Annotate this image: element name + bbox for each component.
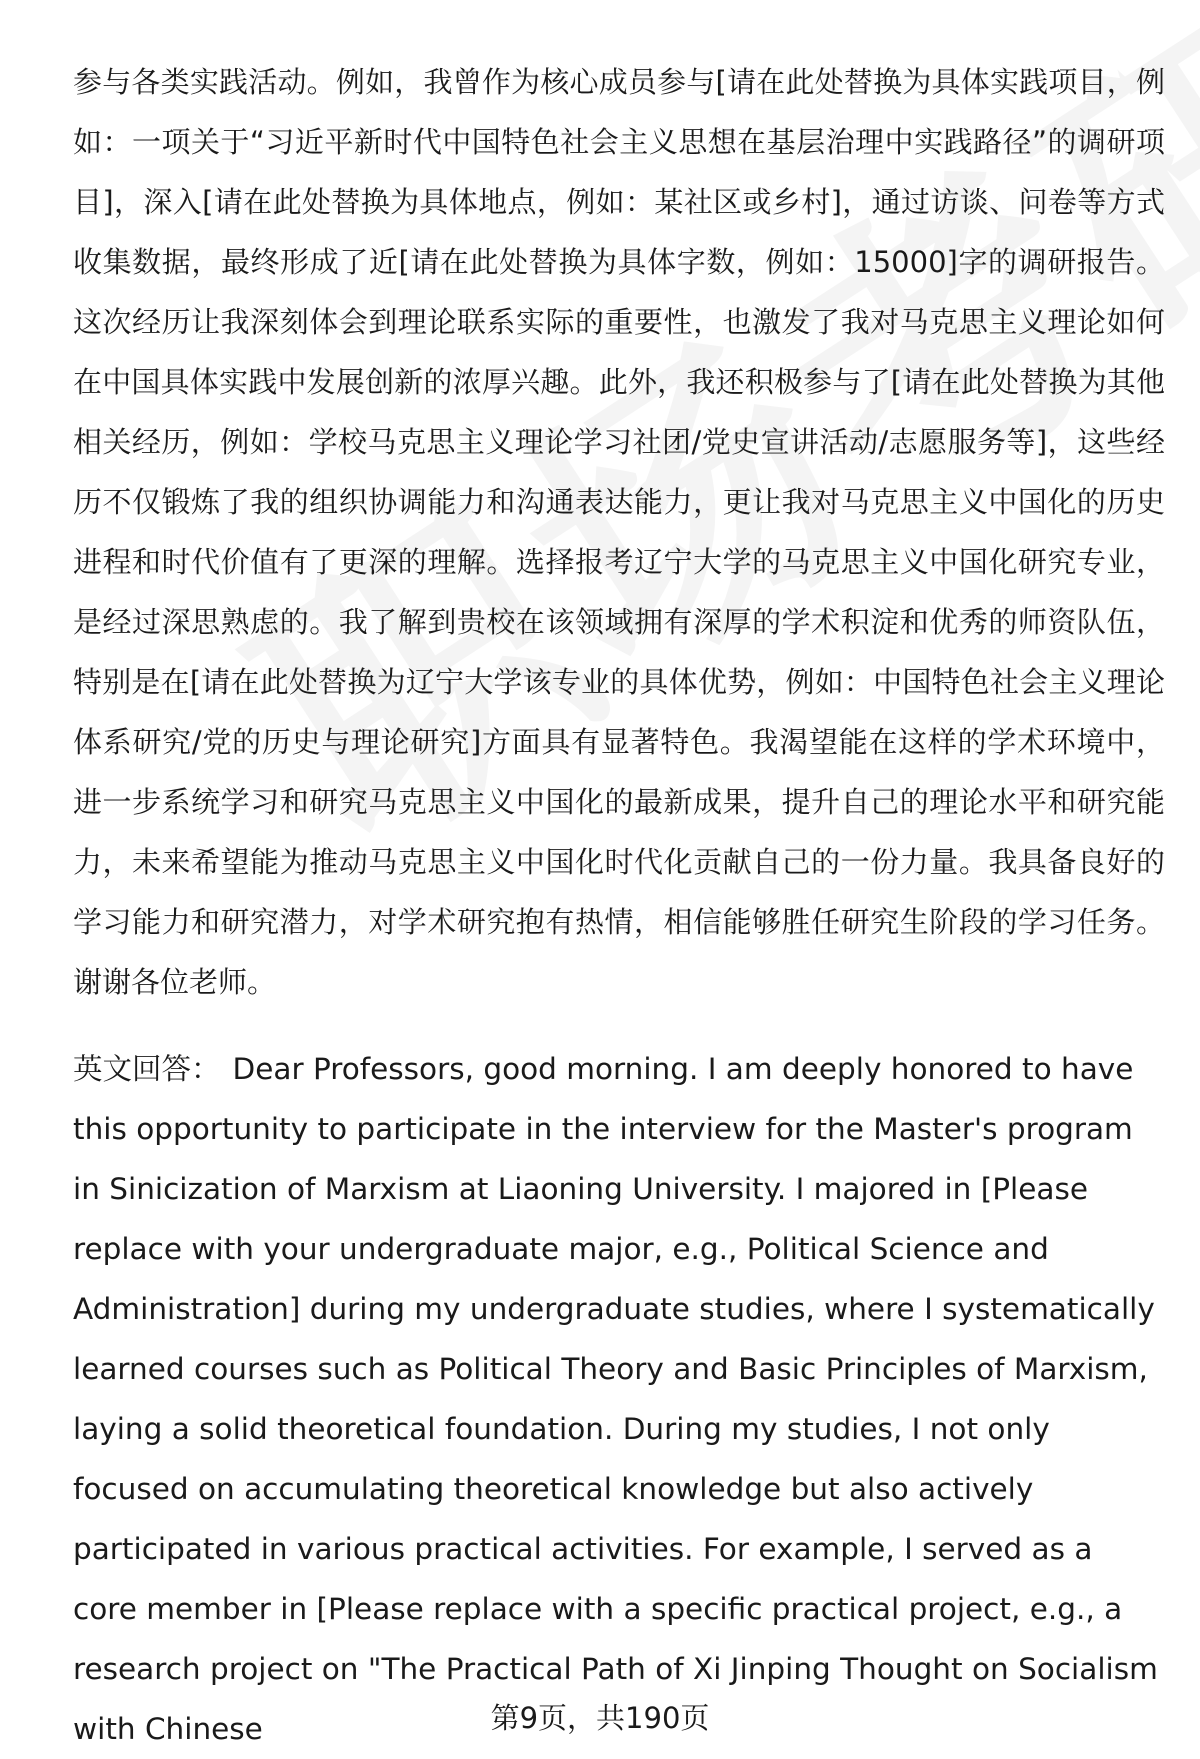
english-answer-text: Dear Professors, good morning. I am deeply honored to have this opportunity to participate in the interview for the Master's program in Sinicization of Marxism at Liaoning University. I majored in [Please replace with your undergraduate major, e.g., Political Science and Administration] during my undergraduate studies, where I systematically learned courses such as Political Theory and Basic Principles of Marxism, laying a solid theoretical foundation. During my studies, I not only focused on accumulating theoretical knowledge but also actively participated in various practical activities. For example, I served as a core member in [Please replace with a specific practical project, e.g., a research project on "The Practical Path of Xi Jinping Thought on Socialism with Chinese [73,1052,1158,1746]
english-answer-paragraph [73,1039,1165,1759]
page-number: 第9页，共190页 [490,1701,710,1735]
page-content [73,52,1165,1759]
english-answer-label: 英文回答： [73,1052,221,1086]
chinese-answer-paragraph: 参与各类实践活动。例如，我曾作为核心成员参与[请在此处替换为具体实践项目，例如：一项关于“习近平新时代中国特色社会主义思想在基层治理中实践路径”的调研项目]，深入[请在此处替换为具体地点，例如：某社区或乡村]，通过访谈、问卷等方式收集数据，最终形成了近[请在此处替换为具体字数，例如：15000]字的调研报告。这次经历让我深刻体会到理论联系实际的重要性，也激发了我对马克思主义理论如何在中国具体实践中发展创新的浓厚兴趣。此外，我还积极参与了[请在此处替换为其他相关经历，例如：学校马克思主义理论学习社团/党史宣讲活动/志愿服务等]，这些经历不仅锻炼了我的组织协调能力和沟通表达能力，更让我对马克思主义中国化的历史进程和时代价值有了更深的理解。选择报考辽宁大学的马克思主义中国化研究专业，是经过深思熟虑的。我了解到贵校在该领域拥有深厚的学术积淀和优秀的师资队伍，特别是在[请在此处替换为辽宁大学该专业的具体优势，例如：中国特色社会主义理论体系研究/党的历史与理论研究]方面具有显著特色。我渴望能在这样的学术环境中，进一步系统学习和研究马克思主义中国化的最新成果，提升自己的理论水平和研究能力，未来希望能为推动马克思主义中国化时代化贡献自己的一份力量。我具备良好的学习能力和研究潜力，对学术研究抱有热情，相信能够胜任研究生阶段的学习任务。谢谢各位老师。 [73,65,1165,999]
